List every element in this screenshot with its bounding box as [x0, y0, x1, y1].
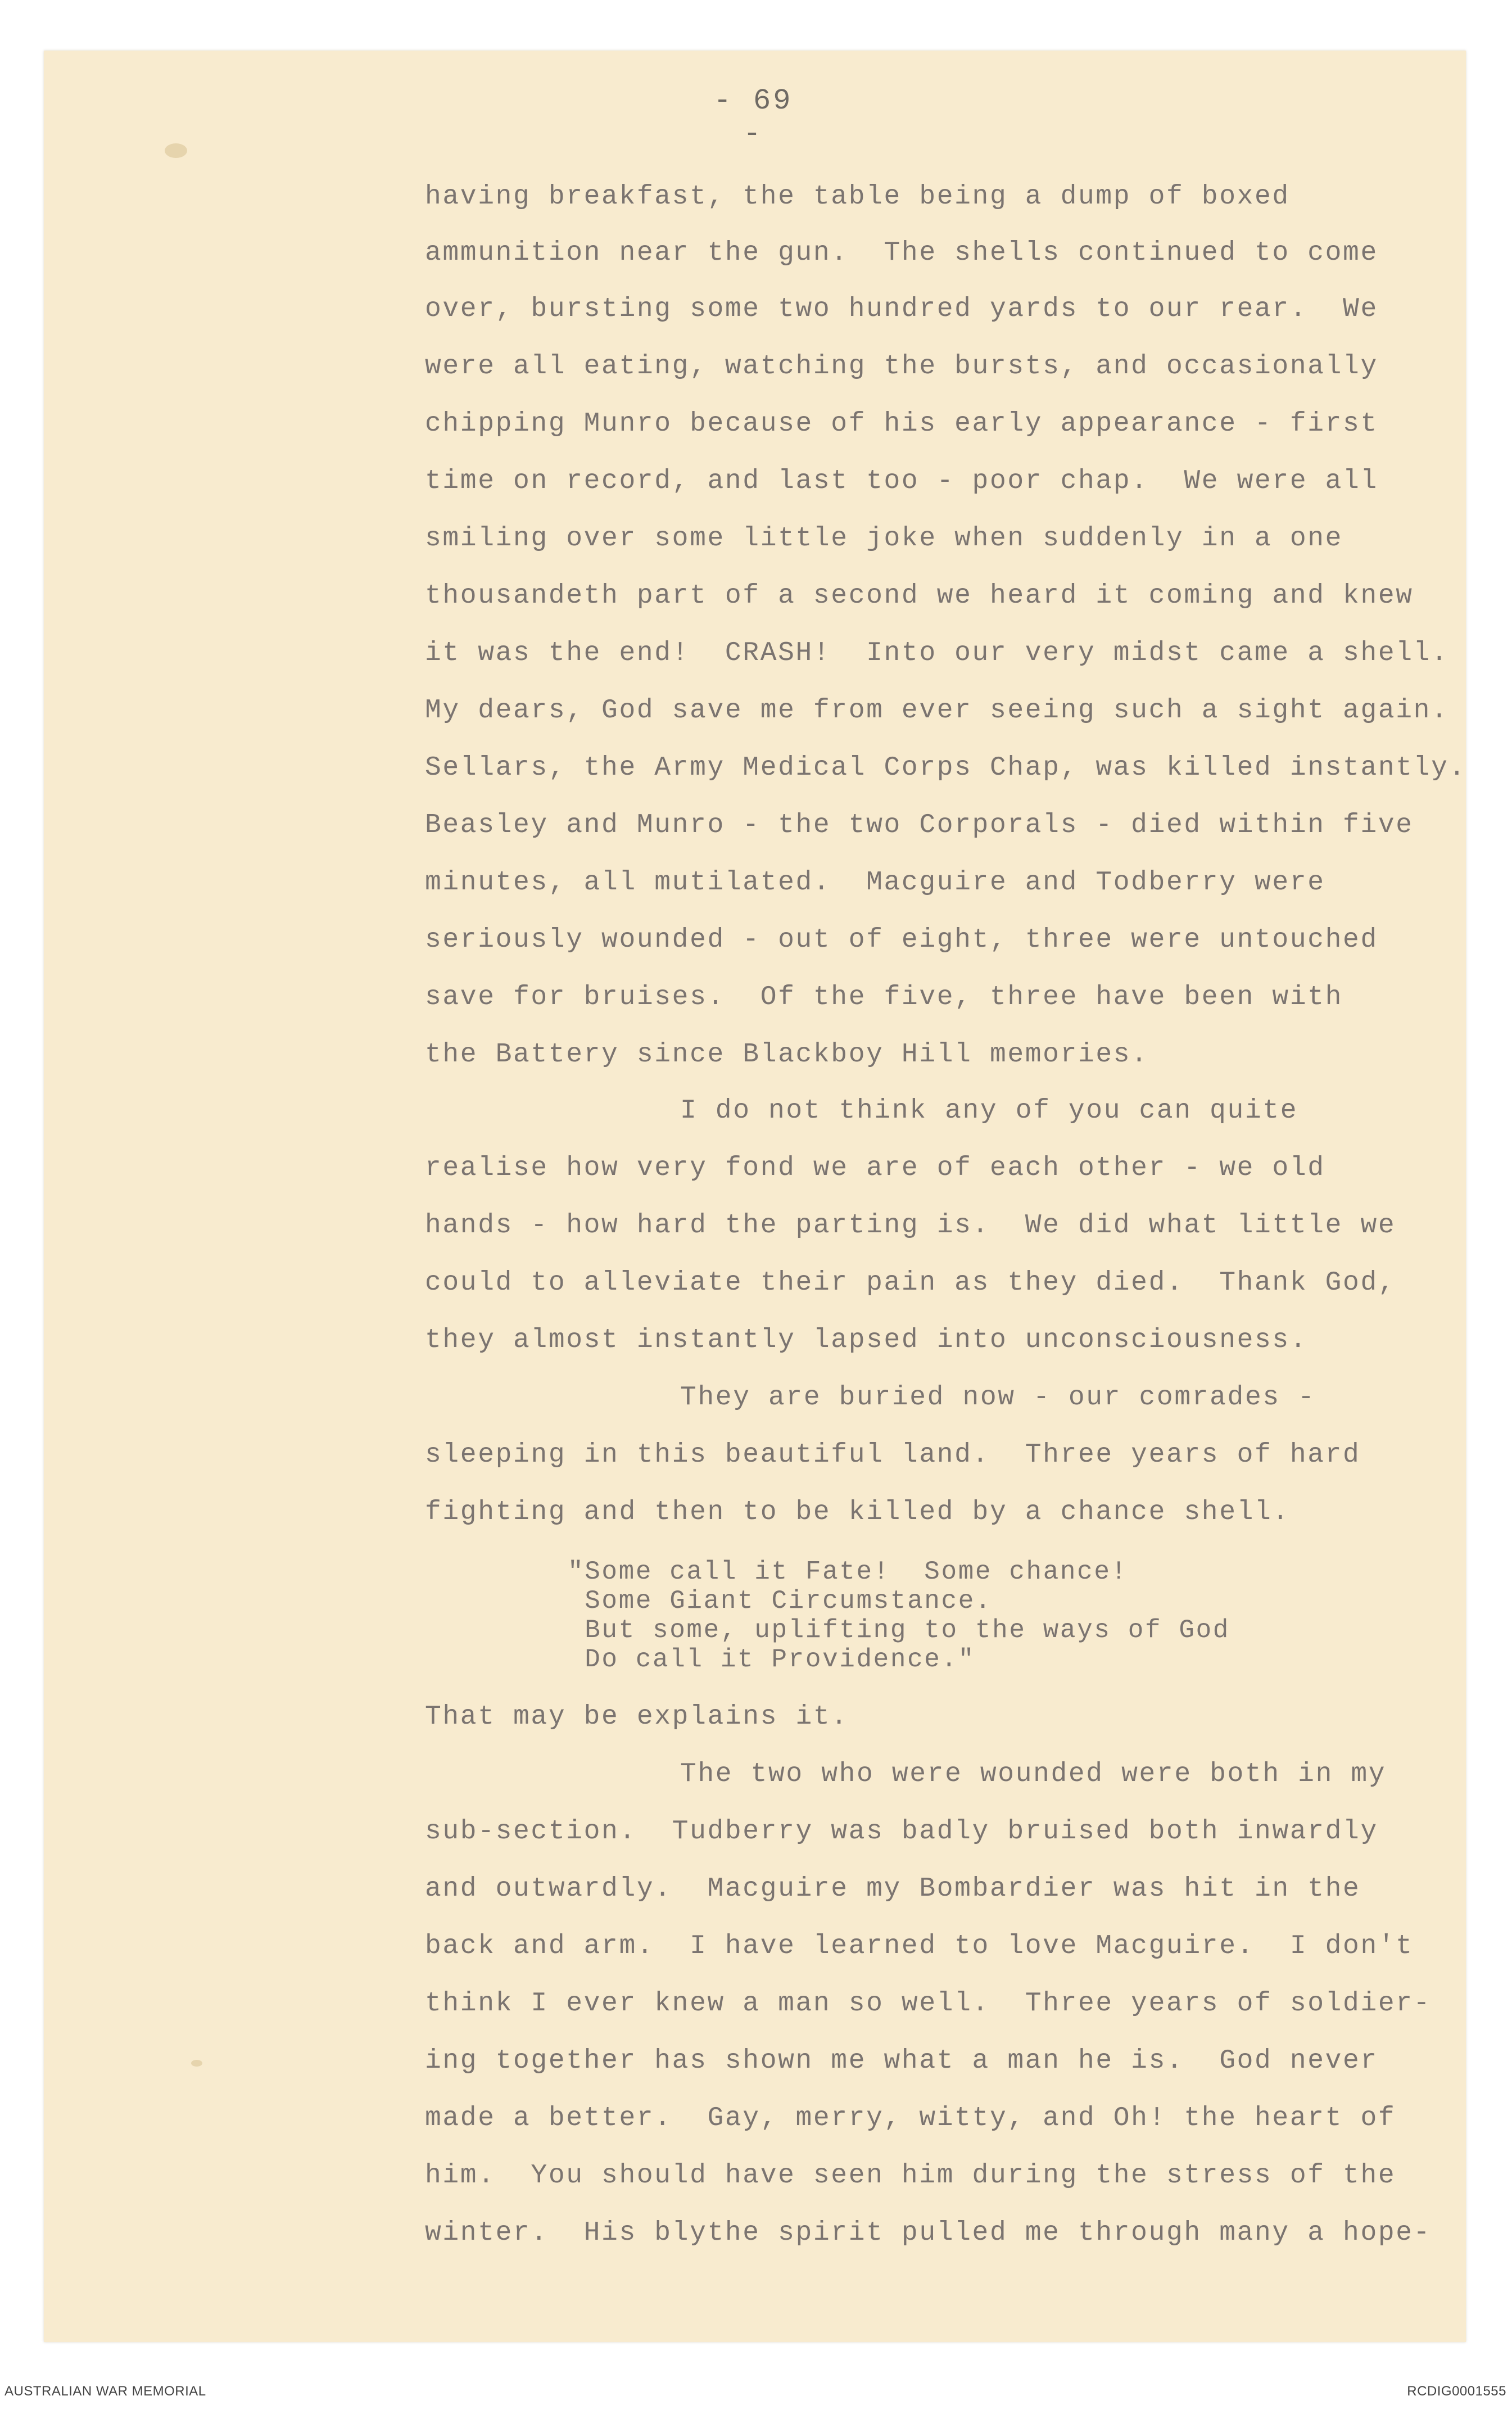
text-line: over, bursting some two hundred yards to our rear. We: [425, 294, 1378, 324]
text-line: they almost instantly lapsed into unconsciousness.: [425, 1325, 1308, 1355]
text-line: the Battery since Blackboy Hill memories.: [425, 1039, 1149, 1070]
text-line: think I ever knew a man so well. Three years of soldier-: [425, 1988, 1432, 2019]
text-line: realise how very fond we are of each other - we old: [425, 1153, 1325, 1183]
text-line: winter. His blythe spirit pulled me through many a hope-: [425, 2218, 1432, 2248]
text-line: hands - how hard the parting is. We did what little we: [425, 1210, 1396, 1241]
text-line: They are buried now - our comrades -: [680, 1382, 1316, 1413]
text-line: ammunition near the gun. The shells continued to come: [425, 238, 1378, 268]
paper-stain: [191, 2060, 202, 2067]
footer-record-id: RCDIG0001555: [1407, 2384, 1506, 2399]
text-line: minutes, all mutilated. Macguire and Todberry were: [425, 867, 1325, 898]
paper-stain: [165, 143, 187, 158]
text-line: made a better. Gay, merry, witty, and Oh! the heart of: [425, 2103, 1396, 2133]
text-line: save for bruises. Of the five, three have been with: [425, 982, 1343, 1012]
text-line: sleeping in this beautiful land. Three years of hard: [425, 1440, 1361, 1470]
text-line: it was the end! CRASH! Into our very midst came a shell.: [425, 638, 1449, 668]
text-line: seriously wounded - out of eight, three were untouched: [425, 925, 1378, 955]
text-line: chipping Munro because of his early appearance - first: [425, 409, 1378, 439]
text-line: smiling over some little joke when suddenly in a one: [425, 523, 1343, 554]
text-line: The two who were wounded were both in my: [680, 1759, 1387, 1789]
text-line: sub-section. Tudberry was badly bruised both inwardly: [425, 1816, 1378, 1847]
page-number: - 69 -: [713, 84, 793, 151]
verse-line: Some Giant Circumstance.: [568, 1586, 993, 1616]
text-line: were all eating, watching the bursts, and occasionally: [425, 351, 1378, 382]
text-line: Sellars, the Army Medical Corps Chap, was killed instantly.: [425, 753, 1466, 783]
text-line: My dears, God save me from ever seeing such a sight again.: [425, 695, 1449, 726]
text-line: fighting and then to be killed by a chance shell.: [425, 1497, 1290, 1527]
verse-line: But some, uplifting to the ways of God: [568, 1616, 1230, 1645]
text-line: and outwardly. Macguire my Bombardier was hit in the: [425, 1874, 1361, 1904]
verse-line: Do call it Providence.": [568, 1645, 975, 1674]
text-line: could to alleviate their pain as they died. Thank God,: [425, 1268, 1396, 1298]
text-line: That may be explains it.: [425, 1702, 849, 1732]
text-line: back and arm. I have learned to love Macguire. I don't: [425, 1931, 1414, 1961]
footer-archive-name: AUSTRALIAN WAR MEMORIAL: [4, 2384, 206, 2399]
text-line: Beasley and Munro - the two Corporals - died within five: [425, 810, 1414, 840]
text-line: ing together has shown me what a man he is. God never: [425, 2046, 1378, 2076]
text-line: time on record, and last too - poor chap. We were all: [425, 466, 1378, 496]
text-line: I do not think any of you can quite: [680, 1096, 1298, 1126]
text-line: him. You should have seen him during the stress of the: [425, 2160, 1396, 2191]
text-line: having breakfast, the table being a dump of boxed: [425, 182, 1290, 212]
verse-line: "Some call it Fate! Some chance!: [568, 1557, 1128, 1586]
text-line: thousandeth part of a second we heard it coming and knew: [425, 581, 1414, 611]
